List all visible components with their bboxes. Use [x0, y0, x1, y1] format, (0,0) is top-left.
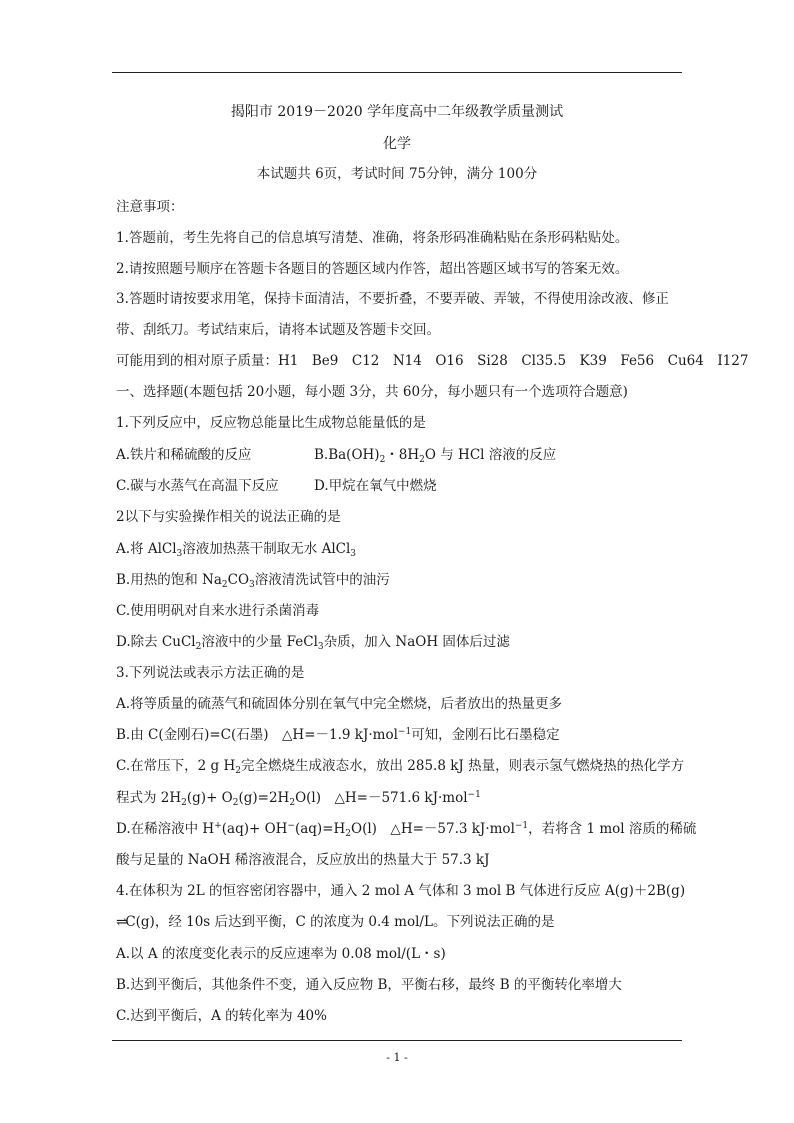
page-number: - 1 -: [386, 1051, 408, 1064]
q1-option-d: D.甲烷在氧气中燃烧: [314, 478, 437, 494]
note-2: 2.请按照题号顺序在答题卡各题目的答题区域内作答，超出答题区域书写的答案无效。: [116, 261, 629, 277]
q3-option-c-line-2: 程式为 $2H_2(g)+ O_2(g)=2H_2O(l)$ △H=－571.6 kJ·mol$^{-1}$: [116, 790, 481, 808]
q2-option-c: C.使用明矾对自来水进行杀菌消毒: [116, 603, 320, 619]
q2-option-d: D.除去 CuCl$_2$溶液中的少量 FeCl$_3$杂质，加入 NaOH 固体后过滤: [116, 634, 510, 652]
q2-option-a: A.将 AlCl$_3$溶液加热蒸干制取无水 AlCl$_3$: [116, 541, 357, 559]
q3-option-d-line-2: 酸与足量的 NaOH 稀溶液混合，反应放出的热量大于 57.3 kJ: [116, 852, 490, 868]
q4-stem-line-1: 4.在体积为 2L 的恒容密闭容器中，通入 2 mol A 气体和 3 mol B 气体进行反应 A(g)＋2B(g): [116, 883, 686, 899]
q3-option-b: B.由 C(金刚石)=C(石墨) △H=－1.9 kJ·mol$^{-1}$可知，金刚石比石墨稳定: [116, 727, 560, 743]
q1-options-ab: [116, 446, 691, 464]
q1-option-a: A.铁片和稀硫酸的反应: [116, 447, 252, 463]
q3-option-c-line-1: C.在常压下，2 g $H_2$完全燃烧生成液态水，放出 285.8 kJ 热量，则表示氢气燃烧热的热化学方: [116, 758, 685, 776]
atomic-masses: 可能用到的相对原子质量：H1 Be9 C12 N14 O16 Si28 Cl35.5 K39 Fe56 Cu64 I127: [116, 353, 749, 369]
q3-option-d-line-1: D.在稀溶液中 $H^+(aq)+ OH^-(aq)=H_2O(l)$ △H=－57.3 kJ·mol$^{-1}$，若将含 1 mol 溶质的稀硫: [116, 821, 697, 839]
q3-stem: 3.下列说法或表示方法正确的是: [116, 665, 305, 681]
header-rule: [112, 72, 682, 73]
footer-rule: [112, 1040, 682, 1041]
q4-option-a: A.以 A 的浓度变化表示的反应速率为 0.08 mol/(L・s): [116, 946, 446, 962]
note-3-line-1: 3.答题时请按要求用笔，保持卡面清洁，不要折叠，不要弄破、弄皱，不得使用涂改液、修正: [116, 291, 669, 307]
q4-stem-line-2: ⇌C(g)，经 10s 后达到平衡，C 的浓度为 0.4 mol/L。下列说法正确的是: [116, 914, 555, 930]
q4-option-c: C.达到平衡后，A 的转化率为 40%: [116, 1008, 327, 1024]
exam-title: 揭阳市 2019－2020 学年度高中二年级教学质量测试: [230, 104, 564, 120]
q1-stem: 1.下列反应中，反应物总能量比生成物总能量低的是: [116, 415, 426, 431]
q3-option-a: A.将等质量的硫蒸气和硫固体分别在氧气中完全燃烧，后者放出的热量更多: [116, 696, 563, 712]
q1-options-cd: [116, 477, 691, 495]
section-heading: 一、选择题(本题包括 20小题，每小题 3分，共 60分，每小题只有一个选项符合题意): [116, 384, 628, 400]
q4-option-b: B.达到平衡后，其他条件不变，通入反应物 B，平衡右移，最终 B 的平衡转化率增大: [116, 977, 622, 993]
q2-stem: 2以下与实验操作相关的说法正确的是: [116, 509, 341, 525]
q1-option-b: $B.Ba(OH)_2$・$8H_2O$ 与 HCl 溶液的反应: [314, 447, 557, 465]
q1-option-c: C.碳与水蒸气在高温下反应: [116, 478, 279, 494]
notes-heading: 注意事项：: [116, 199, 184, 215]
note-3-line-2: 带、刮纸刀。考试结束后，请将本试题及答题卡交回。: [116, 322, 440, 338]
equilibrium-arrow-icon: ⇌: [116, 914, 126, 930]
subject-title: 化学: [383, 136, 411, 152]
exam-info: 本试题共 6页，考试时间 75分钟，满分 100分: [256, 166, 538, 182]
q2-option-b: B.用热的饱和 $Na_2CO_3$溶液清洗试管中的油污: [116, 572, 390, 590]
note-1: 1.答题前，考生先将自己的信息填写清楚、准确，将条形码准确粘贴在条形码粘贴处。: [116, 230, 629, 246]
